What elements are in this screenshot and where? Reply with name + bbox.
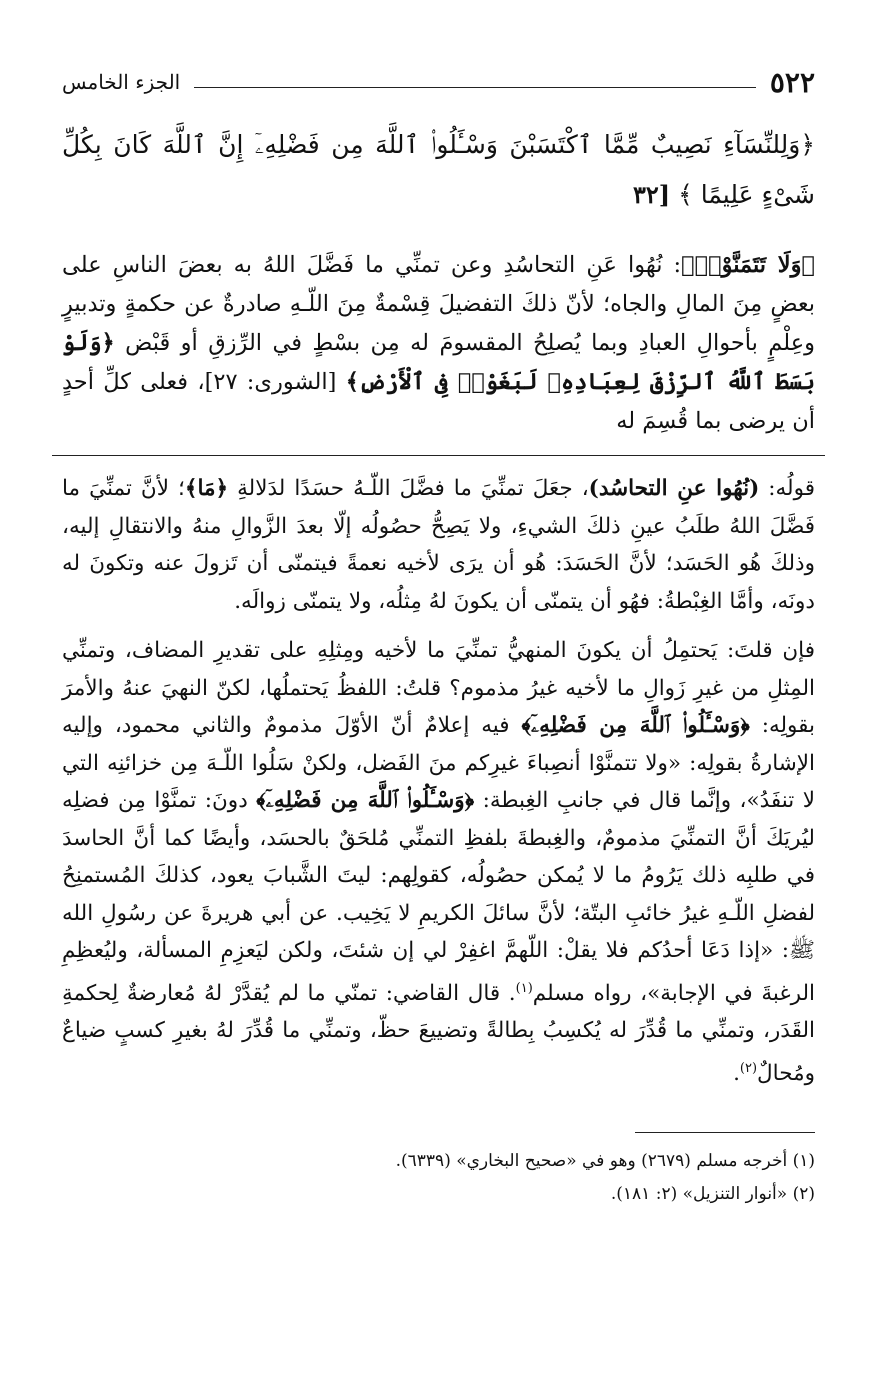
quran-quote: ﴿وَلَا تَتَمَنَّوْا۟﴾ xyxy=(681,252,816,278)
commentary-text: [الشورى: ٢٧]، فعلى كلِّ أحدٍ أن يرضى بما قُسِمَ له xyxy=(62,369,815,434)
gloss-text: قولُه: xyxy=(759,476,815,501)
page-number: ٥٢٢ xyxy=(769,65,815,99)
commentary-divider xyxy=(52,455,825,456)
section-title: الجزء الخامس xyxy=(62,70,181,94)
quran-quote: ﴿وَلَوْ بَسَطَ ٱللَّهُ ٱلرِّزْقَ لِعِبَادِهِۦ لَبَغَوْا۟ فِى ٱلْأَرْضِ﴾ xyxy=(62,330,815,395)
verse-text: ﴿وَلِلنِّسَآءِ نَصِيبٌ مِّمَّا ٱكْتَسَبْنَ وَسْـَٔلُوا۟ ٱللَّهَ مِن فَضْلِهِۦٓ إِنَّ ٱللَّهَ كَانَ بِكُلِّ شَىْءٍ عَلِيمًا ﴾ xyxy=(62,130,815,209)
quran-quote: ﴿وَسْـَٔلُوا۟ ٱللَّهَ مِن فَضْلِهِۦٓ﴾ xyxy=(521,713,750,738)
footnote-item: (٢) «أنوار التنزيل» (٢: ١٨١). xyxy=(610,1184,815,1205)
gloss-text: . قال القاضي: تمنّي ما لم يُقدَّرْ لهُ مُعارضةٌ لِحكمةِ القَدَر، وتمنِّي ما قُدِّرَ له يُكسِبُ بِطالةً وتضييعَ حظّ، وتمنِّي ما قُدِّرَ لهُ بغيرِ كسبٍ ضياعٌ ومُحالٌ xyxy=(62,980,815,1086)
gloss-text: فإن قلتَ: يَحتمِلُ أن يكونَ المنهيُّ تمنِّيَ ما لأخيه ومِثلِهِ على تقديرِ المضاف، وتمنِّي المِثلِ من غيرِ زَوالِ ما لأخيه غيرُ مذموم؟ قلتُ: اللفظُ يَحتملُها، لكنّ النهيَ عنهُ والأمرَ بقولِه: xyxy=(62,638,815,738)
book-page xyxy=(62,62,815,1211)
commentary-text: : نُهُوا عَنِ التحاسُدِ وعن تمنِّي ما فَضَّلَ اللهُ به بعضَ الناسِ على بعضٍ مِنَ المالِ والجاه؛ لأنّ ذلكَ التفضيلَ قِسْمةٌ مِنَ اللّـهِ صادرةٌ عن حكمةٍ وتدبيرٍ وعِلْمٍ بأحوالِ العبادِ وبما يُصلِحُ المقسومَ له مِن بسْطٍ في الرِّزقِ أو قَبْض xyxy=(62,252,815,356)
gloss-lemma: (نُهُوا عنِ التحاسُد) xyxy=(588,476,760,501)
main-commentary xyxy=(62,246,815,441)
header-rule xyxy=(194,87,756,88)
commentary-paragraph xyxy=(62,246,815,441)
quran-quote: ﴿مَا﴾ xyxy=(184,476,229,501)
gloss-section xyxy=(62,470,815,1092)
running-header xyxy=(62,62,815,102)
gloss-text: ؛ لأنَّ تمنِّيَ ما فَضَّلَ اللهُ طلَبُ عينِ ذلكَ الشيءِ، ولا يَصِحُّ حصُولُه إلّا بعدَ الزَّوالِ منهُ والانتقالِ إليه، وذلكَ هُو الحَسَد؛ لأنَّ الحَسَدَ: هُو أن يرَى لأخيه نعمةً فيتمنّى أن تَزولَ عنه وتكونَ له دونَه، وأمَّا الغِبْطةُ: فهُو أن يتمنّى أن يكونَ لهُ مِثلُه، ولا يتمنّى زوالَه. xyxy=(62,476,815,614)
gloss-paragraph xyxy=(62,470,815,620)
footnote-rule xyxy=(635,1132,815,1133)
quran-quote: ﴿وَسْـَٔلُوا۟ ٱللَّهَ مِن فَضْلِهِۦٓ﴾ xyxy=(256,788,475,813)
verse-number: [٣٢ xyxy=(633,180,671,209)
gloss-text: . xyxy=(733,1060,740,1086)
gloss-paragraph xyxy=(62,632,815,1092)
gloss-text: دونَ: تمنَّوْا مِن فضلِه ليُريَكَ أنَّ التمنِّيَ مذمومٌ، والغِبطةَ بلفظِ التمنِّي مُلحَقٌ بالحسَد، وأيضًا كما أنَّ الحاسدَ في طلبِه ذلك يَرُومُ ما لا يُمكن حصُولُه، كقولِهم: ليتَ الشَّبابَ يعود، كذلكَ المُستمنِحُ لفضلِ اللّـهِ غيرُ خائبِ البتّة؛ لأنَّ سائلَ الكريمِ لا يَخِيب. عن أبي هريرةَ عن رسُولِ الله ﷺ: «إذا دَعَا أحدُكم فلا يقلْ: اللّهمَّ اغفِرْ لي إن شئتَ، ولكن ليَعزِمِ المسألة، وليُعظِمِ الرغبةَ في الإجابة»، رواه مسلم xyxy=(62,788,815,1006)
footnote-marker[interactable]: (٢) xyxy=(739,1060,758,1076)
footnote-marker[interactable]: (١) xyxy=(515,980,533,996)
footnotes xyxy=(62,1145,815,1211)
footnote-item: (١) أخرجه مسلم (٢٦٧٩) وهو في «صحيح البخاري» (٦٣٣٩). xyxy=(395,1151,815,1172)
quran-verse xyxy=(62,120,815,220)
gloss-text: فيه إعلامٌ أنّ الأوّلَ مذمومٌ والثاني محمود، وإليه الإشارةُ بقولِه: «ولا تتمنَّوْا أنصِباءَ غيرِكم منَ الفَضل، ولكنْ سَلُوا اللّـهَ مِن خزائنِه التي لا تنفَدُ»، وإنَّما قال في جانبِ الغِبطة: xyxy=(62,713,815,813)
gloss-text: ، جعَلَ تمنِّيَ ما فضَّلَ اللّـهُ حسَدًا لدَلالةِ xyxy=(228,476,589,501)
